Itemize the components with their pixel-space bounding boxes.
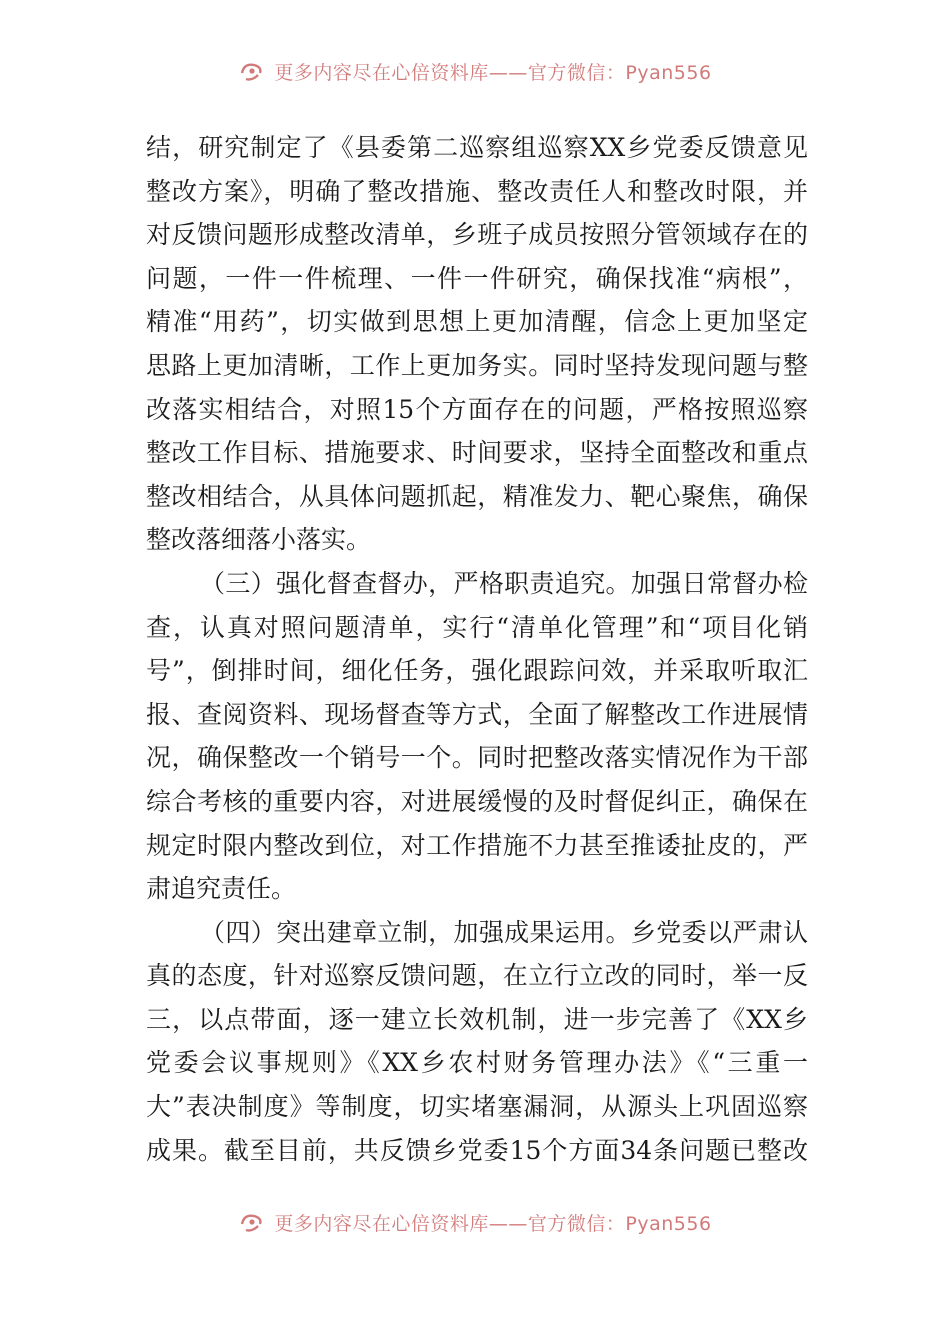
text-line: 查，认真对照问题清单，实行“清单化管理”和“项目化销 [146,612,808,642]
text-line: 报、查阅资料、现场督查等方式，全面了解整改工作进展情 [146,699,808,729]
logo-icon [238,1210,268,1234]
text-line: 肃追究责任。 [146,874,297,904]
footer-watermark-text: 更多内容尽在心倍资料库——官方微信：Pyan556 [274,1212,712,1235]
document-body [146,126,808,1172]
text-line: 号”，倒排时间，细化任务，强化跟踪问效，并采取听取汇 [146,656,808,686]
header-watermark [0,56,950,86]
text-line: 对反馈问题形成整改清单，乡班子成员按照分管领域存在的 [146,220,808,250]
text-line: 结，研究制定了《县委第二巡察组巡察XX乡党委反馈意见 [146,133,808,162]
text-line: 改落实相结合，对照15个方面存在的问题，严格按照巡察 [146,394,808,424]
text-line: 问题，一件一件梳理、一件一件研究，确保找准“病根”， [146,263,808,293]
header-watermark-text: 更多内容尽在心倍资料库——官方微信：Pyan556 [274,61,712,84]
text-line: （三）强化督查督办，严格职责追究。加强日常督办检 [200,568,808,598]
text-line: 整改方案》，明确了整改措施、整改责任人和整改时限，并 [146,176,808,206]
text-line: 整改相结合，从具体问题抓起，精准发力、靶心聚焦，确保 [146,481,808,511]
text-line: 成果。截至目前，共反馈乡党委15个方面34条问题已整改 [146,1135,808,1165]
text-line: 综合考核的重要内容，对进展缓慢的及时督促纠正，确保在 [146,786,808,816]
text-line: 三，以点带面，逐一建立长效机制，进一步完善了《XX乡 [146,1004,808,1034]
logo-icon [238,59,268,83]
text-line: （四）突出建章立制，加强成果运用。乡党委以严肃认 [200,917,808,947]
text-line: 况，确保整改一个销号一个。同时把整改落实情况作为干部 [146,743,808,773]
text-line: 思路上更加清晰，工作上更加务实。同时坚持发现问题与整 [146,350,808,380]
text-line: 精准“用药”，切实做到思想上更加清醒，信念上更加坚定 [146,307,808,337]
text-line: 真的态度，针对巡察反馈问题，在立行立改的同时，举一反 [146,961,808,991]
text-line: 规定时限内整改到位，对工作措施不力甚至推诿扯皮的，严 [146,830,808,860]
text-line: 大”表决制度》等制度，切实堵塞漏洞，从源头上巩固巡察 [146,1092,808,1122]
text-line: 整改工作目标、措施要求、时间要求，坚持全面整改和重点 [146,438,808,468]
text-line: 党委会议事规则》《XX乡农村财务管理办法》《“三重一 [146,1048,808,1078]
footer-watermark [0,1207,950,1237]
text-line: 整改落细落小落实。 [146,525,372,555]
